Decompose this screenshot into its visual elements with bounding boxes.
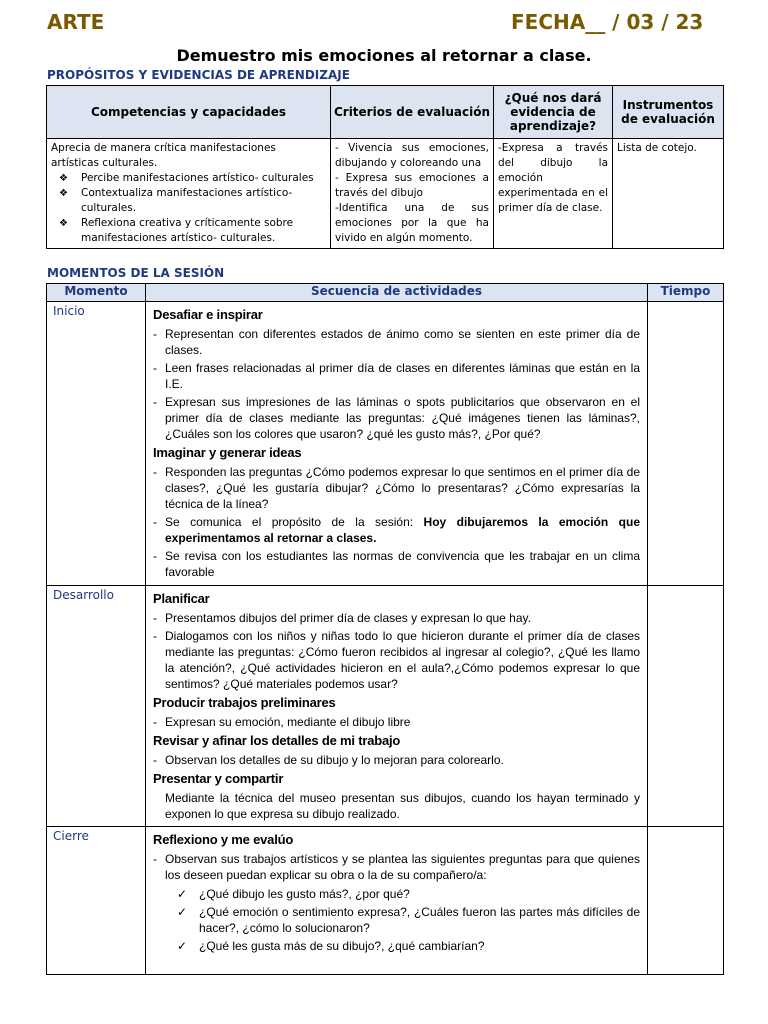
competencias-cell [47, 139, 331, 249]
moment-inicio: Inicio [47, 302, 146, 586]
capacidades-list [51, 171, 326, 246]
activity-item: - Presentamos dibujos del primer día de clases y expresan lo que hay. [153, 610, 640, 626]
evidencia-cell: -Expresa a través del dibujo la emoción experimentada en el primer día de clase. [494, 139, 613, 249]
competencia-text: Aprecia de manera crítica manifestaciones artísticas culturales. [51, 142, 276, 169]
activity-item: - Responden las preguntas ¿Cómo podemos expresar lo que sentimos en el primer día de clases?, ¿Qué les gustaría dibujar? ¿Cómo lo presentaras? ¿Cómo expresarías la técnica de la línea? [153, 464, 640, 512]
activity-paragraph: Mediante la técnica del museo presentan sus dibujos, cuando los hayan terminado y exponen lo que expresa su dibujo realizado. [165, 791, 640, 821]
col-evidencia: ¿Qué nos dará evidencia de aprendizaje? [494, 86, 613, 139]
desarrollo-activities [146, 586, 648, 827]
activity-item: - Dialogamos con los niños y niñas todo lo que hicieron durante el primer día de clases mediante las preguntas: ¿Cómo fueron recibidos al ingresar al colegio?, ¿Qué les llamo la atención?, ¿Qué actividades hicieron en el aula?,¿Cómo podemos expresar lo que sentimos? ¿Qué materiales podemos usar? [153, 628, 640, 692]
tiempo-inicio [648, 302, 724, 586]
question-item: ✓ ¿Qué emoción o sentimiento expresa?, ¿Cuáles fueron las partes más difíciles de hacer?, ¿cómo lo solucionaron? [153, 904, 640, 936]
col-momento: Momento [47, 284, 146, 302]
question-item: ✓ ¿Qué dibujo les gusto más?, ¿por qué? [153, 886, 640, 902]
moments-table [46, 283, 724, 975]
activity-item: - Observan sus trabajos artísticos y se plantea las siguientes preguntas para que quienes los deseen puedan explicar su obra o la de su compañero/a: [153, 851, 640, 883]
col-tiempo: Tiempo [648, 284, 724, 302]
criterios-cell [331, 139, 494, 249]
instrumento-cell: Lista de cotejo. [613, 139, 724, 249]
purposes-heading: PROPÓSITOS Y EVIDENCIAS DE APRENDIZAJE [47, 68, 350, 82]
activity-heading: Presentar y compartir [153, 771, 284, 786]
capacidad-item: ❖ Reflexiona creativa y críticamente sobre manifestaciones artístico- culturales. [51, 216, 326, 246]
question-item: ✓ ¿Qué les gusta más de su dibujo?, ¿qué cambiarían? [153, 938, 640, 954]
activity-heading: Revisar y afinar los detalles de mi trabajo [153, 733, 401, 748]
criterio-item: -Identifica una de sus emociones por la que ha vivido en algún momento. [335, 202, 489, 244]
activity-heading: Reflexiono y me evalúo [153, 832, 294, 847]
purpose-item [153, 514, 640, 546]
date-field: FECHA__ / 03 / 23 [511, 10, 704, 34]
tiempo-cierre [648, 827, 724, 975]
col-criterios: Criterios de evaluación [331, 86, 494, 139]
activity-heading: Producir trabajos preliminares [153, 695, 336, 710]
col-competencias: Competencias y capacidades [47, 86, 331, 139]
activity-item: - Se revisa con los estudiantes las normas de convivencia que les trabajar en un clima favorable [153, 548, 640, 580]
criterio-item: - Expresa sus emociones a través del dibujo [335, 172, 489, 199]
activity-heading: Planificar [153, 591, 210, 606]
activity-item: - Expresan su emoción, mediante el dibujo libre [153, 714, 640, 730]
moment-desarrollo: Desarrollo [47, 586, 146, 827]
tiempo-desarrollo [648, 586, 724, 827]
purpose-statement: Hoy dibujaremos la emoción que experimentamos al retornar a clases. [165, 515, 640, 545]
col-secuencia: Secuencia de actividades [146, 284, 648, 302]
purpose-intro: Se comunica el propósito de la sesión: [165, 515, 424, 529]
inicio-activities [146, 302, 648, 586]
activity-heading: Desafiar e inspirar [153, 307, 263, 322]
moment-cierre: Cierre [47, 827, 146, 975]
cierre-activities [146, 827, 648, 975]
moments-heading: MOMENTOS DE LA SESIÓN [47, 266, 225, 280]
capacidad-item: ❖ Percibe manifestaciones artístico- culturales [51, 171, 326, 186]
col-instrumentos: Instrumentos de evaluación [613, 86, 724, 139]
activity-item: - Expresan sus impresiones de las láminas o spots publicitarios que observaron en el primer día de clases mediante las preguntas: ¿Qué imágenes tienen las láminas?, ¿Cuáles son los colores que usaron? ¿qué les gusto más?, ¿Por qué? [153, 394, 640, 442]
capacidad-item: ❖ Contextualiza manifestaciones artístico- culturales. [51, 186, 326, 216]
purposes-table [46, 85, 724, 249]
criterio-item: - Vivencia sus emociones, dibujando y coloreando una [335, 142, 489, 169]
activity-item: - Leen frases relacionadas al primer día de clases en diferentes láminas que están en la I.E. [153, 360, 640, 392]
activity-item: - Observan los detalles de su dibujo y lo mejoran para colorearlo. [153, 752, 640, 768]
activity-heading: Imaginar y generar ideas [153, 445, 302, 460]
session-title: Demuestro mis emociones al retornar a clase. [176, 46, 592, 65]
activity-item: - Representan con diferentes estados de ánimo como se sienten en este primer día de clases. [153, 326, 640, 358]
subject-title: ARTE [47, 10, 105, 34]
